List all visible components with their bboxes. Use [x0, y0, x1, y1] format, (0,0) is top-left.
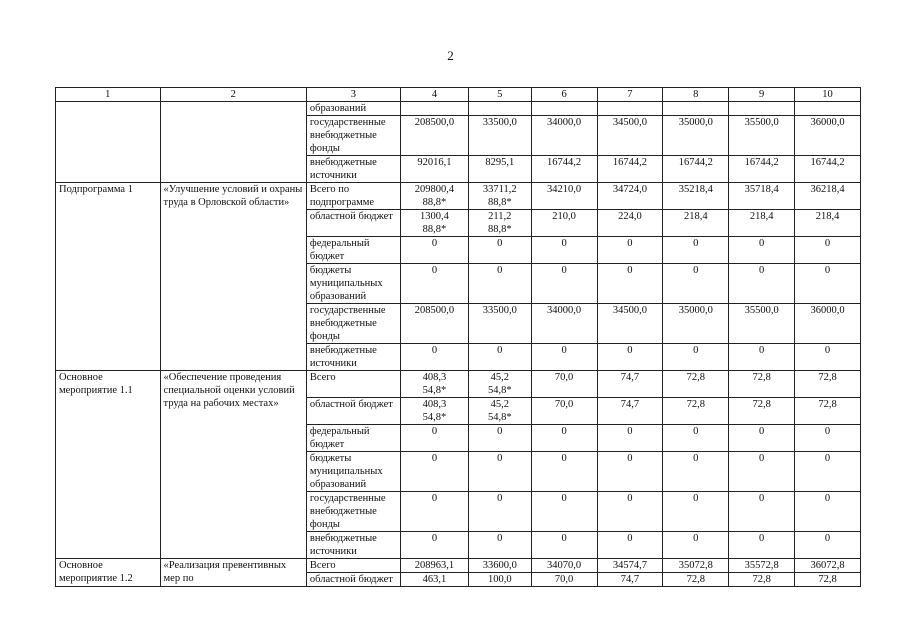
value-cell: 36072,8 [795, 559, 861, 573]
program-title-cell: «Обеспечение проведения специальной оценки условий труда на рабочих местах» [160, 371, 306, 559]
value-cell: 16744,2 [531, 156, 597, 183]
column-header: 7 [597, 88, 663, 102]
value-main: 408,3 [422, 399, 447, 410]
column-header: 1 [56, 88, 161, 102]
source-cell: государственные внебюджетные фонды [306, 116, 400, 156]
value-cell: 72,8 [795, 371, 861, 398]
value-cell: 0 [597, 264, 663, 304]
source-cell: внебюджетные источники [306, 156, 400, 183]
value-cell: 0 [468, 425, 531, 452]
value-cell: 34210,0 [531, 183, 597, 210]
value-cell: 72,8 [795, 573, 861, 587]
value-cell [400, 398, 468, 425]
value-cell: 35500,0 [729, 304, 795, 344]
program-label-cell [56, 102, 161, 183]
value-cell: 0 [468, 344, 531, 371]
value-footnote: 54,8* [422, 412, 447, 423]
program-label-cell: Основное мероприятие 1.1 [56, 371, 161, 559]
value-cell: 0 [729, 344, 795, 371]
value-cell: 0 [795, 452, 861, 492]
value-cell: 224,0 [597, 210, 663, 237]
value-cell [400, 210, 468, 237]
value-cell: 0 [795, 344, 861, 371]
value-cell: 0 [795, 532, 861, 559]
value-cell: 0 [531, 492, 597, 532]
source-cell: внебюджетные источники [306, 532, 400, 559]
value-cell: 0 [795, 492, 861, 532]
value-footnote: 88,8* [422, 224, 447, 235]
value-cell: 0 [597, 344, 663, 371]
value-cell: 35572,8 [729, 559, 795, 573]
value-cell: 70,0 [531, 398, 597, 425]
value-cell: 0 [663, 492, 729, 532]
value-cell: 16744,2 [729, 156, 795, 183]
value-cell: 36000,0 [795, 116, 861, 156]
value-cell: 16744,2 [597, 156, 663, 183]
value-cell: 35072,8 [663, 559, 729, 573]
source-cell: государственные внебюджетные фонды [306, 492, 400, 532]
value-cell: 36218,4 [795, 183, 861, 210]
value-cell [400, 371, 468, 398]
value-footnote: 54,8* [487, 385, 512, 396]
column-header: 9 [729, 88, 795, 102]
value-cell: 34500,0 [597, 116, 663, 156]
value-cell: 0 [400, 492, 468, 532]
value-cell [400, 183, 468, 210]
source-cell: областной бюджет [306, 210, 400, 237]
value-cell: 463,1 [400, 573, 468, 587]
value-cell: 0 [597, 492, 663, 532]
value-cell: 0 [531, 532, 597, 559]
value-cell: 0 [663, 452, 729, 492]
source-cell: бюджеты муниципальных образований [306, 264, 400, 304]
value-cell: 35000,0 [663, 304, 729, 344]
value-cell: 34574,7 [597, 559, 663, 573]
value-cell [597, 102, 663, 116]
value-cell: 0 [663, 344, 729, 371]
column-header: 5 [468, 88, 531, 102]
value-cell: 34500,0 [597, 304, 663, 344]
value-cell: 0 [468, 237, 531, 264]
column-header: 10 [795, 88, 861, 102]
column-header: 8 [663, 88, 729, 102]
source-cell: Всего [306, 371, 400, 398]
value-cell: 0 [597, 237, 663, 264]
value-cell: 72,8 [795, 398, 861, 425]
value-cell: 0 [663, 237, 729, 264]
source-cell: государственные внебюджетные фонды [306, 304, 400, 344]
value-cell: 74,7 [597, 371, 663, 398]
value-cell: 218,4 [663, 210, 729, 237]
program-label-cell: Основное мероприятие 1.2 [56, 559, 161, 587]
value-cell: 72,8 [729, 398, 795, 425]
value-cell: 0 [468, 264, 531, 304]
value-cell: 0 [400, 344, 468, 371]
value-cell: 208500,0 [400, 116, 468, 156]
value-cell: 0 [729, 532, 795, 559]
value-cell: 0 [597, 425, 663, 452]
value-cell: 0 [729, 452, 795, 492]
value-cell: 0 [468, 532, 531, 559]
value-cell: 0 [400, 237, 468, 264]
page-number: 2 [447, 48, 454, 63]
value-cell: 33500,0 [468, 304, 531, 344]
value-cell [663, 102, 729, 116]
program-label-cell: Подпрограмма 1 [56, 183, 161, 371]
source-cell: федеральный бюджет [306, 425, 400, 452]
source-cell: бюджеты муниципальных образований [306, 452, 400, 492]
table-row [56, 183, 861, 210]
program-title-cell [160, 102, 306, 183]
value-main: 45,2 [490, 399, 509, 410]
value-cell: 92016,1 [400, 156, 468, 183]
value-cell [468, 210, 531, 237]
value-cell: 33600,0 [468, 559, 531, 573]
value-cell: 36000,0 [795, 304, 861, 344]
table-row [56, 371, 861, 398]
value-footnote: 88,8* [487, 197, 512, 208]
value-cell: 0 [663, 532, 729, 559]
value-cell: 34070,0 [531, 559, 597, 573]
value-cell: 0 [531, 237, 597, 264]
program-title-cell: «Улучшение условий и охраны труда в Орловской области» [160, 183, 306, 371]
value-cell [729, 102, 795, 116]
value-footnote: 54,8* [487, 412, 512, 423]
column-header: 2 [160, 88, 306, 102]
value-cell [400, 102, 468, 116]
value-cell: 16744,2 [663, 156, 729, 183]
value-cell: 34724,0 [597, 183, 663, 210]
source-cell: областной бюджет [306, 573, 400, 587]
value-cell: 72,8 [729, 371, 795, 398]
value-cell: 0 [400, 264, 468, 304]
value-cell: 218,4 [795, 210, 861, 237]
value-cell [468, 371, 531, 398]
table-row [56, 102, 861, 116]
value-cell: 0 [531, 344, 597, 371]
value-cell: 0 [531, 264, 597, 304]
value-cell: 8295,1 [468, 156, 531, 183]
source-cell: федеральный бюджет [306, 237, 400, 264]
value-cell: 0 [663, 425, 729, 452]
value-main: 211,2 [488, 211, 512, 222]
column-header: 4 [400, 88, 468, 102]
value-cell: 0 [795, 425, 861, 452]
value-cell [795, 102, 861, 116]
value-cell: 0 [597, 452, 663, 492]
source-cell: внебюджетные источники [306, 344, 400, 371]
value-cell [468, 398, 531, 425]
value-cell: 100,0 [468, 573, 531, 587]
budget-table [55, 87, 861, 587]
value-cell: 0 [663, 264, 729, 304]
value-cell: 0 [531, 452, 597, 492]
value-cell: 0 [729, 237, 795, 264]
value-cell: 33500,0 [468, 116, 531, 156]
value-cell: 35218,4 [663, 183, 729, 210]
value-cell: 72,8 [729, 573, 795, 587]
value-cell: 0 [468, 452, 531, 492]
value-cell: 0 [729, 264, 795, 304]
value-cell: 210,0 [531, 210, 597, 237]
value-cell: 0 [400, 425, 468, 452]
source-cell: областной бюджет [306, 398, 400, 425]
source-cell: Всего по подпрограмме [306, 183, 400, 210]
header-row [56, 88, 861, 102]
value-main: 45,2 [490, 372, 509, 383]
value-cell: 0 [597, 532, 663, 559]
value-cell: 0 [531, 425, 597, 452]
value-cell [531, 102, 597, 116]
value-cell: 0 [729, 492, 795, 532]
value-footnote: 88,8* [422, 197, 447, 208]
value-cell: 16744,2 [795, 156, 861, 183]
value-cell: 72,8 [663, 398, 729, 425]
value-cell: 0 [729, 425, 795, 452]
value-cell: 208500,0 [400, 304, 468, 344]
source-cell: образований [306, 102, 400, 116]
value-main: 209800,4 [414, 184, 455, 195]
value-cell [468, 183, 531, 210]
value-cell: 34000,0 [531, 116, 597, 156]
value-cell: 74,7 [597, 398, 663, 425]
value-cell: 0 [400, 452, 468, 492]
table-row [56, 559, 861, 573]
value-cell: 72,8 [663, 371, 729, 398]
source-cell: Всего [306, 559, 400, 573]
value-main: 408,3 [422, 372, 447, 383]
value-cell: 0 [468, 492, 531, 532]
value-cell: 0 [795, 237, 861, 264]
value-cell: 208963,1 [400, 559, 468, 573]
value-cell: 0 [795, 264, 861, 304]
value-cell: 72,8 [663, 573, 729, 587]
value-cell: 34000,0 [531, 304, 597, 344]
value-cell: 70,0 [531, 573, 597, 587]
value-cell: 70,0 [531, 371, 597, 398]
program-title-cell: «Реализация превентивных мер по [160, 559, 306, 587]
column-header: 3 [306, 88, 400, 102]
column-header: 6 [531, 88, 597, 102]
value-cell: 74,7 [597, 573, 663, 587]
value-cell: 0 [400, 532, 468, 559]
value-cell: 35000,0 [663, 116, 729, 156]
value-footnote: 54,8* [422, 385, 447, 396]
value-main: 33711,2 [482, 184, 517, 195]
value-footnote: 88,8* [487, 224, 512, 235]
value-cell: 35718,4 [729, 183, 795, 210]
value-cell [468, 102, 531, 116]
value-cell: 35500,0 [729, 116, 795, 156]
value-main: 1300,4 [420, 211, 449, 222]
value-cell: 218,4 [729, 210, 795, 237]
